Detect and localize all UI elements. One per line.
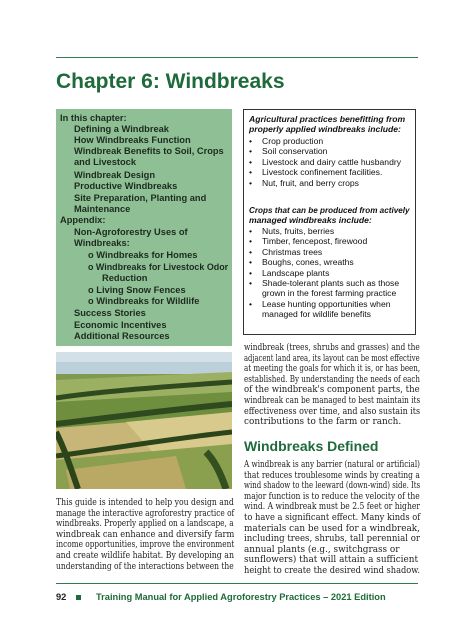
sidebar-heading: Agricultural practices benefitting from (249, 114, 406, 124)
text-line: that reduces troublesome winds by creating a (244, 470, 420, 481)
bullet-icon: • (249, 226, 253, 236)
sidebar-item-text: Shade-tolerant plants such as those (262, 278, 400, 288)
sidebar-item-text: Nut, fruit, and berry crops (262, 177, 359, 188)
bullet-icon: • (249, 236, 253, 247)
sidebar-item-text: Nuts, fruits, berries (262, 226, 335, 236)
bullet-icon: • (249, 278, 253, 288)
sidebar-item-text: Christmas trees (262, 246, 323, 257)
sidebar-item-text: Timber, fencepost, firewood (262, 236, 368, 247)
toc-item: o Living Snow Fences (88, 285, 186, 295)
sidebar-list-item (262, 288, 396, 298)
text-line: effectiveness over time, and also sustain its (244, 406, 421, 417)
bullet-icon: • (249, 167, 253, 178)
footer-rule (56, 583, 418, 584)
text-line: income opportunities, improve the environment (56, 540, 235, 551)
toc-item: Non-Agroforestry Uses of (74, 227, 188, 237)
section-heading: Windbreaks Defined (244, 438, 379, 454)
text-line: A windbreak is any barrier (natural or artificial) (244, 460, 421, 470)
text-line: windbreak can be managed to best maintain its (244, 396, 421, 406)
text-line: materials can be used for a windbreak, (244, 523, 420, 534)
sidebar-list-item (249, 236, 367, 246)
text-line: of the windbreak's component parts, the (244, 385, 420, 396)
text-line: to have a significant effect. Many kinds of (244, 513, 421, 523)
sidebar-list-item (249, 226, 334, 236)
toc-item: o Windbreaks for Livestock Odor (88, 262, 229, 272)
toc-item: Windbreak Benefits to Soil, Crops (74, 146, 224, 156)
sidebar-item-text: Soil conservation (262, 146, 328, 157)
aerial-windbreak-photo (56, 352, 232, 489)
toc-item: Appendix: (60, 215, 106, 225)
toc-item: Additional Resources (74, 331, 170, 341)
chapter-contents-box (56, 109, 232, 346)
bullet-icon: • (249, 267, 253, 278)
chapter-title: Chapter 6: Windbreaks (56, 70, 285, 93)
toc-item: Productive Windbreaks (74, 181, 178, 191)
sidebar-heading: managed windbreaks include: (249, 215, 372, 225)
toc-item: Success Stories (74, 308, 146, 318)
text-line: adjacent land area, its layout can be most effective (244, 353, 420, 364)
text-line: height to create the desired wind shadow. (244, 566, 420, 576)
text-line: windbreak can enhance and diversify farm (56, 529, 235, 540)
text-line: wind. A windbreak must be 2.5 feet or higher (244, 502, 420, 513)
text-line: established. By understanding the needs of each (244, 374, 421, 385)
toc-item: How Windbreaks Function (74, 135, 191, 145)
landscape-illustration (56, 352, 232, 489)
text-line: windbreaks. Properly applied on a landscape, a (56, 519, 234, 530)
toc-item: In this chapter: (60, 113, 127, 123)
page-number: 92 (56, 592, 67, 602)
sidebar-heading: Crops that can be produced from actively (249, 205, 410, 215)
toc-item: Maintenance (74, 204, 131, 214)
text-line: contributions to the farm or ranch. (244, 417, 402, 428)
sidebar-item-text: Livestock and dairy cattle husbandry (262, 156, 402, 167)
bullet-icon: • (249, 156, 253, 167)
bullet-icon: • (249, 257, 253, 268)
text-line: major function is to reduce the velocity of the (244, 491, 420, 502)
sidebar-list-item (249, 136, 323, 146)
sidebar-item-text: Boughs, cones, wreaths (262, 257, 354, 268)
bullet-icon: • (249, 246, 253, 257)
sidebar-list-item (249, 146, 327, 156)
bullet-icon: • (249, 298, 253, 309)
sidebar-list-item (249, 299, 391, 309)
sidebar-list-item (249, 247, 322, 257)
sidebar-item-text: Lease hunting opportunities when (262, 298, 391, 309)
text-line: manage the interactive agroforestry practice of (56, 508, 235, 519)
sidebar-box (243, 109, 416, 335)
text-line: sunflowers) that will attain a sufficient (244, 555, 419, 566)
toc-item: Economic Incentives (74, 320, 167, 330)
sidebar-list-item (249, 278, 399, 288)
toc-item: o Windbreaks for Homes (88, 250, 198, 260)
text-line: understanding of the interactions between the (56, 561, 234, 572)
bullet-icon: • (249, 136, 253, 146)
text-line: annual plants (e.g., switchgrass or (244, 544, 400, 555)
text-line: at meeting the goals for which it is, or has been, (244, 364, 421, 375)
footer-square-icon (76, 595, 81, 600)
sidebar-item-text: Landscape plants (262, 267, 330, 278)
sidebar-list-item (249, 157, 401, 167)
sidebar-list-item (262, 309, 371, 319)
footer-title: Training Manual for Applied Agroforestry Practices – 2021 Edition (96, 592, 386, 602)
sidebar-list-item (249, 268, 329, 278)
sidebar-heading: properly applied windbreaks include: (249, 124, 401, 134)
text-line: wind shadow to the leeward (down-wind) side. Its (244, 481, 421, 492)
bullet-icon: • (249, 177, 253, 188)
sidebar-item-text: Crop production (262, 136, 324, 146)
toc-item: Windbreak Design (74, 170, 156, 180)
sidebar-item-text: Livestock confinement facilities. (262, 167, 383, 178)
toc-item: Site Preparation, Planting and (74, 193, 207, 203)
text-line: windbreak (trees, shrubs and grasses) and the (244, 343, 420, 353)
sidebar-item-text: grown in the forest farming practice (262, 288, 397, 299)
sidebar-list-item (249, 257, 354, 267)
toc-item: Defining a Windbreak (74, 124, 169, 134)
text-line: This guide is intended to help you design and (56, 498, 234, 508)
toc-item: o Windbreaks for Wildlife (88, 296, 200, 306)
toc-item: Reduction (102, 273, 148, 283)
header-rule (56, 57, 418, 58)
toc-item: Windbreaks: (74, 238, 130, 248)
text-line: and create wildlife habitat. By developing an (56, 551, 234, 561)
sidebar-list-item (249, 178, 359, 188)
bullet-icon: • (249, 146, 253, 157)
text-line: including trees, shrubs, tall perennial or (244, 534, 421, 545)
sidebar-list-item (249, 167, 382, 177)
sidebar-item-text: managed for wildlife benefits (262, 309, 371, 320)
toc-item: and Livestock (74, 157, 137, 167)
